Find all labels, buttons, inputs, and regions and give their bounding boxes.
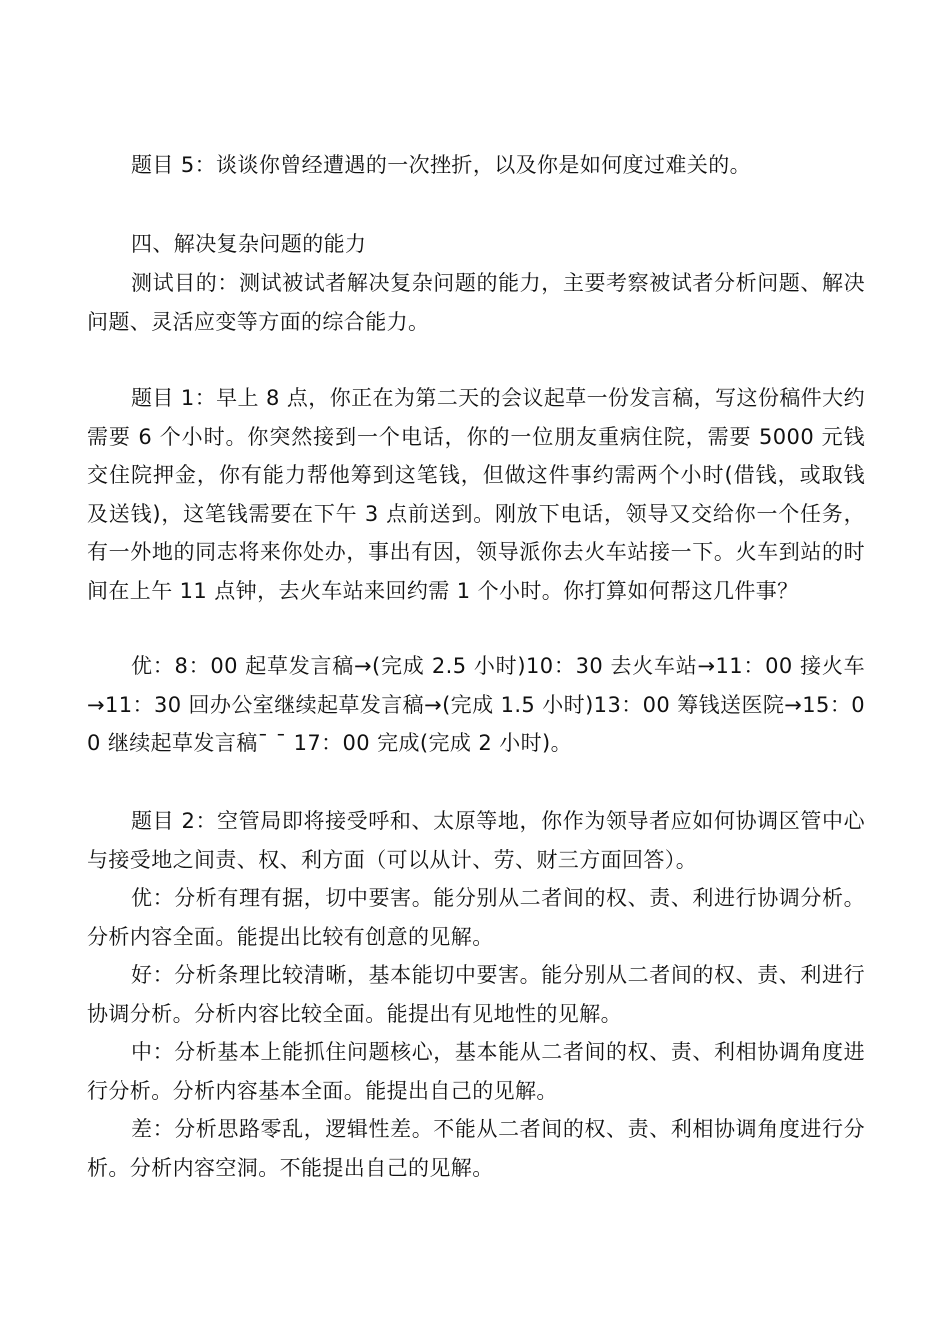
test-purpose-paragraph: 测试目的：测试被试者解决复杂问题的能力，主要考察被试者分析问题、解决问题、灵活应变等方面的综合能力。 — [87, 271, 865, 334]
rating-excellent-paragraph: 优：分析有理有据，切中要害。能分别从二者间的权、责、利进行协调分析。分析内容全面。能提出比较有创意的见解。 — [87, 886, 865, 949]
question-1-paragraph: 题目 1：早上 8 点，你正在为第二天的会议起草一份发言稿，写这份稿件大约需要 6 个小时。你突然接到一个电话，你的一位朋友重病住院，需要 5000 元钱交住院押金，你有能力帮他筹到这笔钱，但做这件事约需两个小时(借钱，或取钱及送钱)，这笔钱需要在下午 3 点前送到。刚放下电话，领导又交给你一个任务，有一外地的同志将来你处办，事出有因，领导派你去火车站接一下。火车到站的时间在上午 11 点钟，去火车站来回约需 1 个小时。你打算如何帮这几件事？ — [87, 386, 865, 603]
rating-medium-paragraph: 中：分析基本上能抓住问题核心，基本能从二者间的权、责、利相协调角度进行分析。分析内容基本全面。能提出自己的见解。 — [87, 1040, 865, 1103]
rating-poor-paragraph: 差：分析思路零乱，逻辑性差。不能从二者间的权、责、利相协调角度进行分析。分析内容空洞。不能提出自己的见解。 — [87, 1117, 865, 1180]
question-2-paragraph: 题目 2：空管局即将接受呼和、太原等地，你作为领导者应如何协调区管中心与接受地之间责、权、利方面（可以从计、劳、财三方面回答）。 — [87, 809, 865, 872]
question-5-paragraph: 题目 5：谈谈你曾经遭遇的一次挫折，以及你是如何度过难关的。 — [131, 153, 752, 177]
rating-good-paragraph: 好：分析条理比较清晰，基本能切中要害。能分别从二者间的权、责、利进行协调分析。分析内容比较全面。能提出有见地性的见解。 — [87, 963, 865, 1026]
question-1-answer-paragraph: 优：8：00 起草发言稿→(完成 2.5 小时)10：30 去火车站→11：00 接火车→11：30 回办公室继续起草发言稿→(完成 1.5 小时)13：00 筹钱送医院→15：00 继续起草发言稿¯ ¯ 17：00 完成(完成 2 小时)。 — [87, 654, 865, 755]
section-heading: 四、解决复杂问题的能力 — [131, 232, 367, 256]
